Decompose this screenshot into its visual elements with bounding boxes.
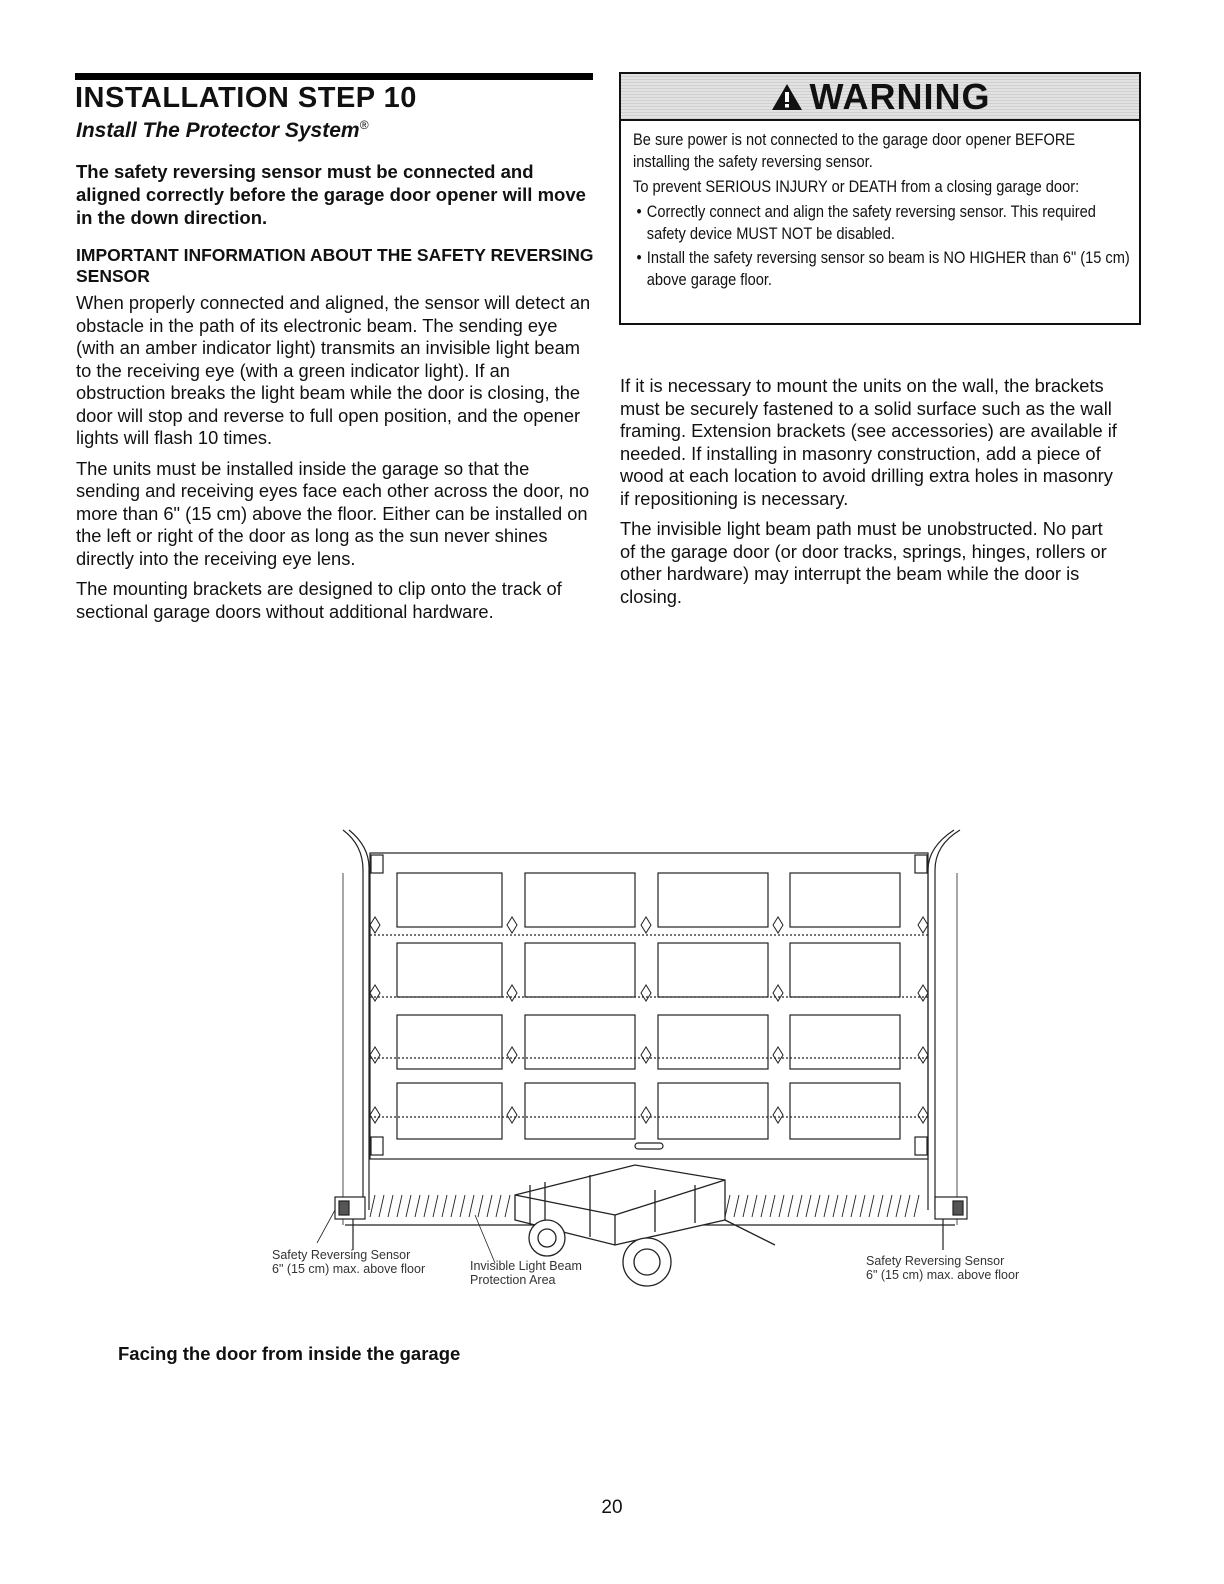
warning-bullet: • Install the safety reversing sensor so beam is NO HIGHER than 6" (15 cm) above garage floor. xyxy=(647,247,1132,291)
subtitle-text: Install The Protector System xyxy=(76,119,360,142)
warning-bullet: • Correctly connect and align the safety reversing sensor. This required safety device MUST NOT be disabled. xyxy=(647,201,1132,245)
label-line: Protection Area xyxy=(470,1273,556,1287)
warning-line: Be sure power is not connected to the garage door opener BEFORE installing the safety reversing sensor. xyxy=(633,130,1076,171)
intro-bold-text: The safety reversing sensor must be connected and aligned correctly before the garage door opener will move in the down direction. xyxy=(76,161,586,228)
registered-mark: ® xyxy=(359,118,369,132)
door-hinges xyxy=(370,917,928,1123)
label-line: 6" (15 cm) max. above floor xyxy=(866,1268,1020,1282)
beam-label xyxy=(470,1259,582,1287)
label-line: Invisible Light Beam xyxy=(470,1259,582,1273)
warning-header xyxy=(621,74,1139,121)
label-line: Safety Reversing Sensor xyxy=(272,1248,411,1262)
warning-box xyxy=(619,72,1141,325)
right-sensor xyxy=(935,1197,967,1250)
warning-body xyxy=(621,121,1142,291)
paragraph: The invisible light beam path must be unobstructed. No part of the garage door (or door tracks, springs, hinges, rollers or other hardware) may interrupt the beam while the door is closing. xyxy=(620,518,1107,607)
label-line: 6" (15 cm) max. above floor xyxy=(272,1262,426,1276)
info-heading: IMPORTANT INFORMATION ABOUT THE SAFETY REVERSING SENSOR xyxy=(76,245,594,286)
paragraph: The units must be installed inside the garage so that the sending and receiving eyes face each other across the door, no more than 6" (15 cm) above the floor. Either can be installed on the left or right of the door as long as the sun never shines directly into the receiving eye lens. xyxy=(76,457,590,569)
figure-caption: Facing the door from inside the garage xyxy=(118,1343,461,1364)
left-track xyxy=(343,830,363,1210)
paragraph: The mounting brackets are designed to clip onto the track of sectional garage doors without additional hardware. xyxy=(76,578,562,622)
door-windows xyxy=(397,873,900,1139)
step-subtitle xyxy=(76,118,368,143)
paragraph: When properly connected and aligned, the sensor will detect an obstacle in the path of its electronic beam. The sending eye (with an amber indicator light) transmits an invisible light beam to the receiving eye (with a green indicator light). If an obstruction breaks the light beam while the door is closing, the door will stop and reverse to full open position, and the opener lights will flash 10 times. xyxy=(76,292,591,448)
garage-door-diagram xyxy=(255,825,985,1295)
right-body-text xyxy=(620,375,1120,616)
warning-triangle-icon xyxy=(770,82,804,112)
title-rule xyxy=(75,73,593,80)
garage-door xyxy=(370,853,928,1159)
door-handle xyxy=(635,1143,663,1149)
warning-title: WARNING xyxy=(809,76,991,117)
left-sensor-label xyxy=(272,1248,425,1276)
step-title: INSTALLATION STEP 10 xyxy=(75,82,417,114)
warning-line: To prevent SERIOUS INJURY or DEATH from a closing garage door: xyxy=(633,177,1080,196)
warning-list xyxy=(633,201,1132,291)
paragraph: If it is necessary to mount the units on the wall, the brackets must be securely fastened to a solid surface such as the wall framing. Extension brackets (see accessories) are available if needed. If installing in masonry construction, add a piece of wood at each location to avoid drilling extra holes in masonry if repositioning is necessary. xyxy=(620,375,1117,509)
label-line: Safety Reversing Sensor xyxy=(866,1254,1005,1268)
left-body-text xyxy=(76,292,598,631)
right-sensor-label xyxy=(866,1254,1019,1282)
page-number: 20 xyxy=(601,1497,623,1518)
right-track xyxy=(935,830,960,1210)
left-sensor xyxy=(335,1197,365,1250)
